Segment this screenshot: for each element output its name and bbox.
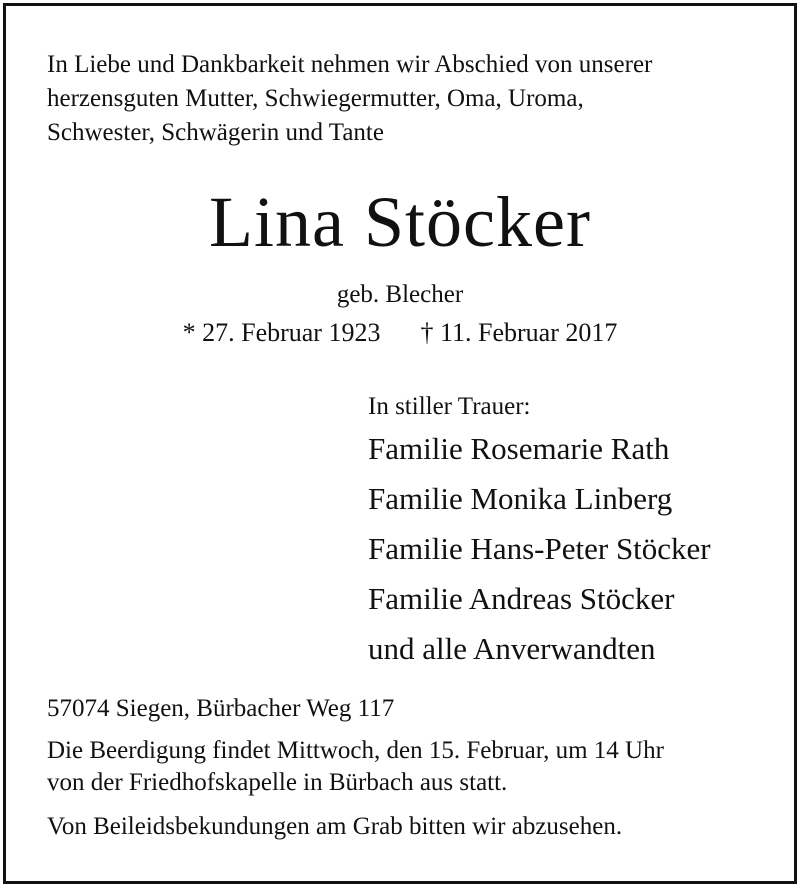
intro-line: herzensguten Mutter, Schwiegermutter, Oma, Uroma, (47, 85, 584, 112)
address: 57074 Siegen, Bürbacher Weg 117 (47, 695, 395, 722)
condolence-note: Von Beileidsbekundungen am Grab bitten wir abzusehen. (47, 813, 623, 840)
intro-line: In Liebe und Dankbarkeit nehmen wir Abschied von unserer (47, 51, 653, 78)
birth-date: * 27. Februar 1923 (182, 318, 381, 347)
birth-name: geb. Blecher (336, 281, 464, 308)
mourner-family: und alle Anverwandten (368, 631, 656, 666)
mourner-family: Familie Andreas Stöcker (368, 581, 675, 616)
funeral-line: von der Friedhofskapelle in Bürbach aus statt. (47, 769, 508, 796)
intro-text (47, 48, 767, 150)
intro-line: Schwester, Schwägerin und Tante (47, 119, 384, 146)
death-date: † 11. Februar 2017 (420, 318, 618, 347)
mourner-family: Familie Hans-Peter Stöcker (368, 531, 711, 566)
funeral-line: Die Beerdigung findet Mittwoch, den 15. Februar, um 14 Uhr (47, 737, 664, 764)
mourning-label: In stiller Trauer: (368, 393, 531, 420)
mourner-family: Familie Monika Linberg (368, 481, 673, 516)
funeral-notice (47, 735, 664, 799)
deceased-name: Lina Stöcker (209, 182, 591, 262)
mourner-family: Familie Rosemarie Rath (368, 431, 670, 466)
mourners-list (368, 424, 711, 674)
life-dates (0, 316, 800, 350)
